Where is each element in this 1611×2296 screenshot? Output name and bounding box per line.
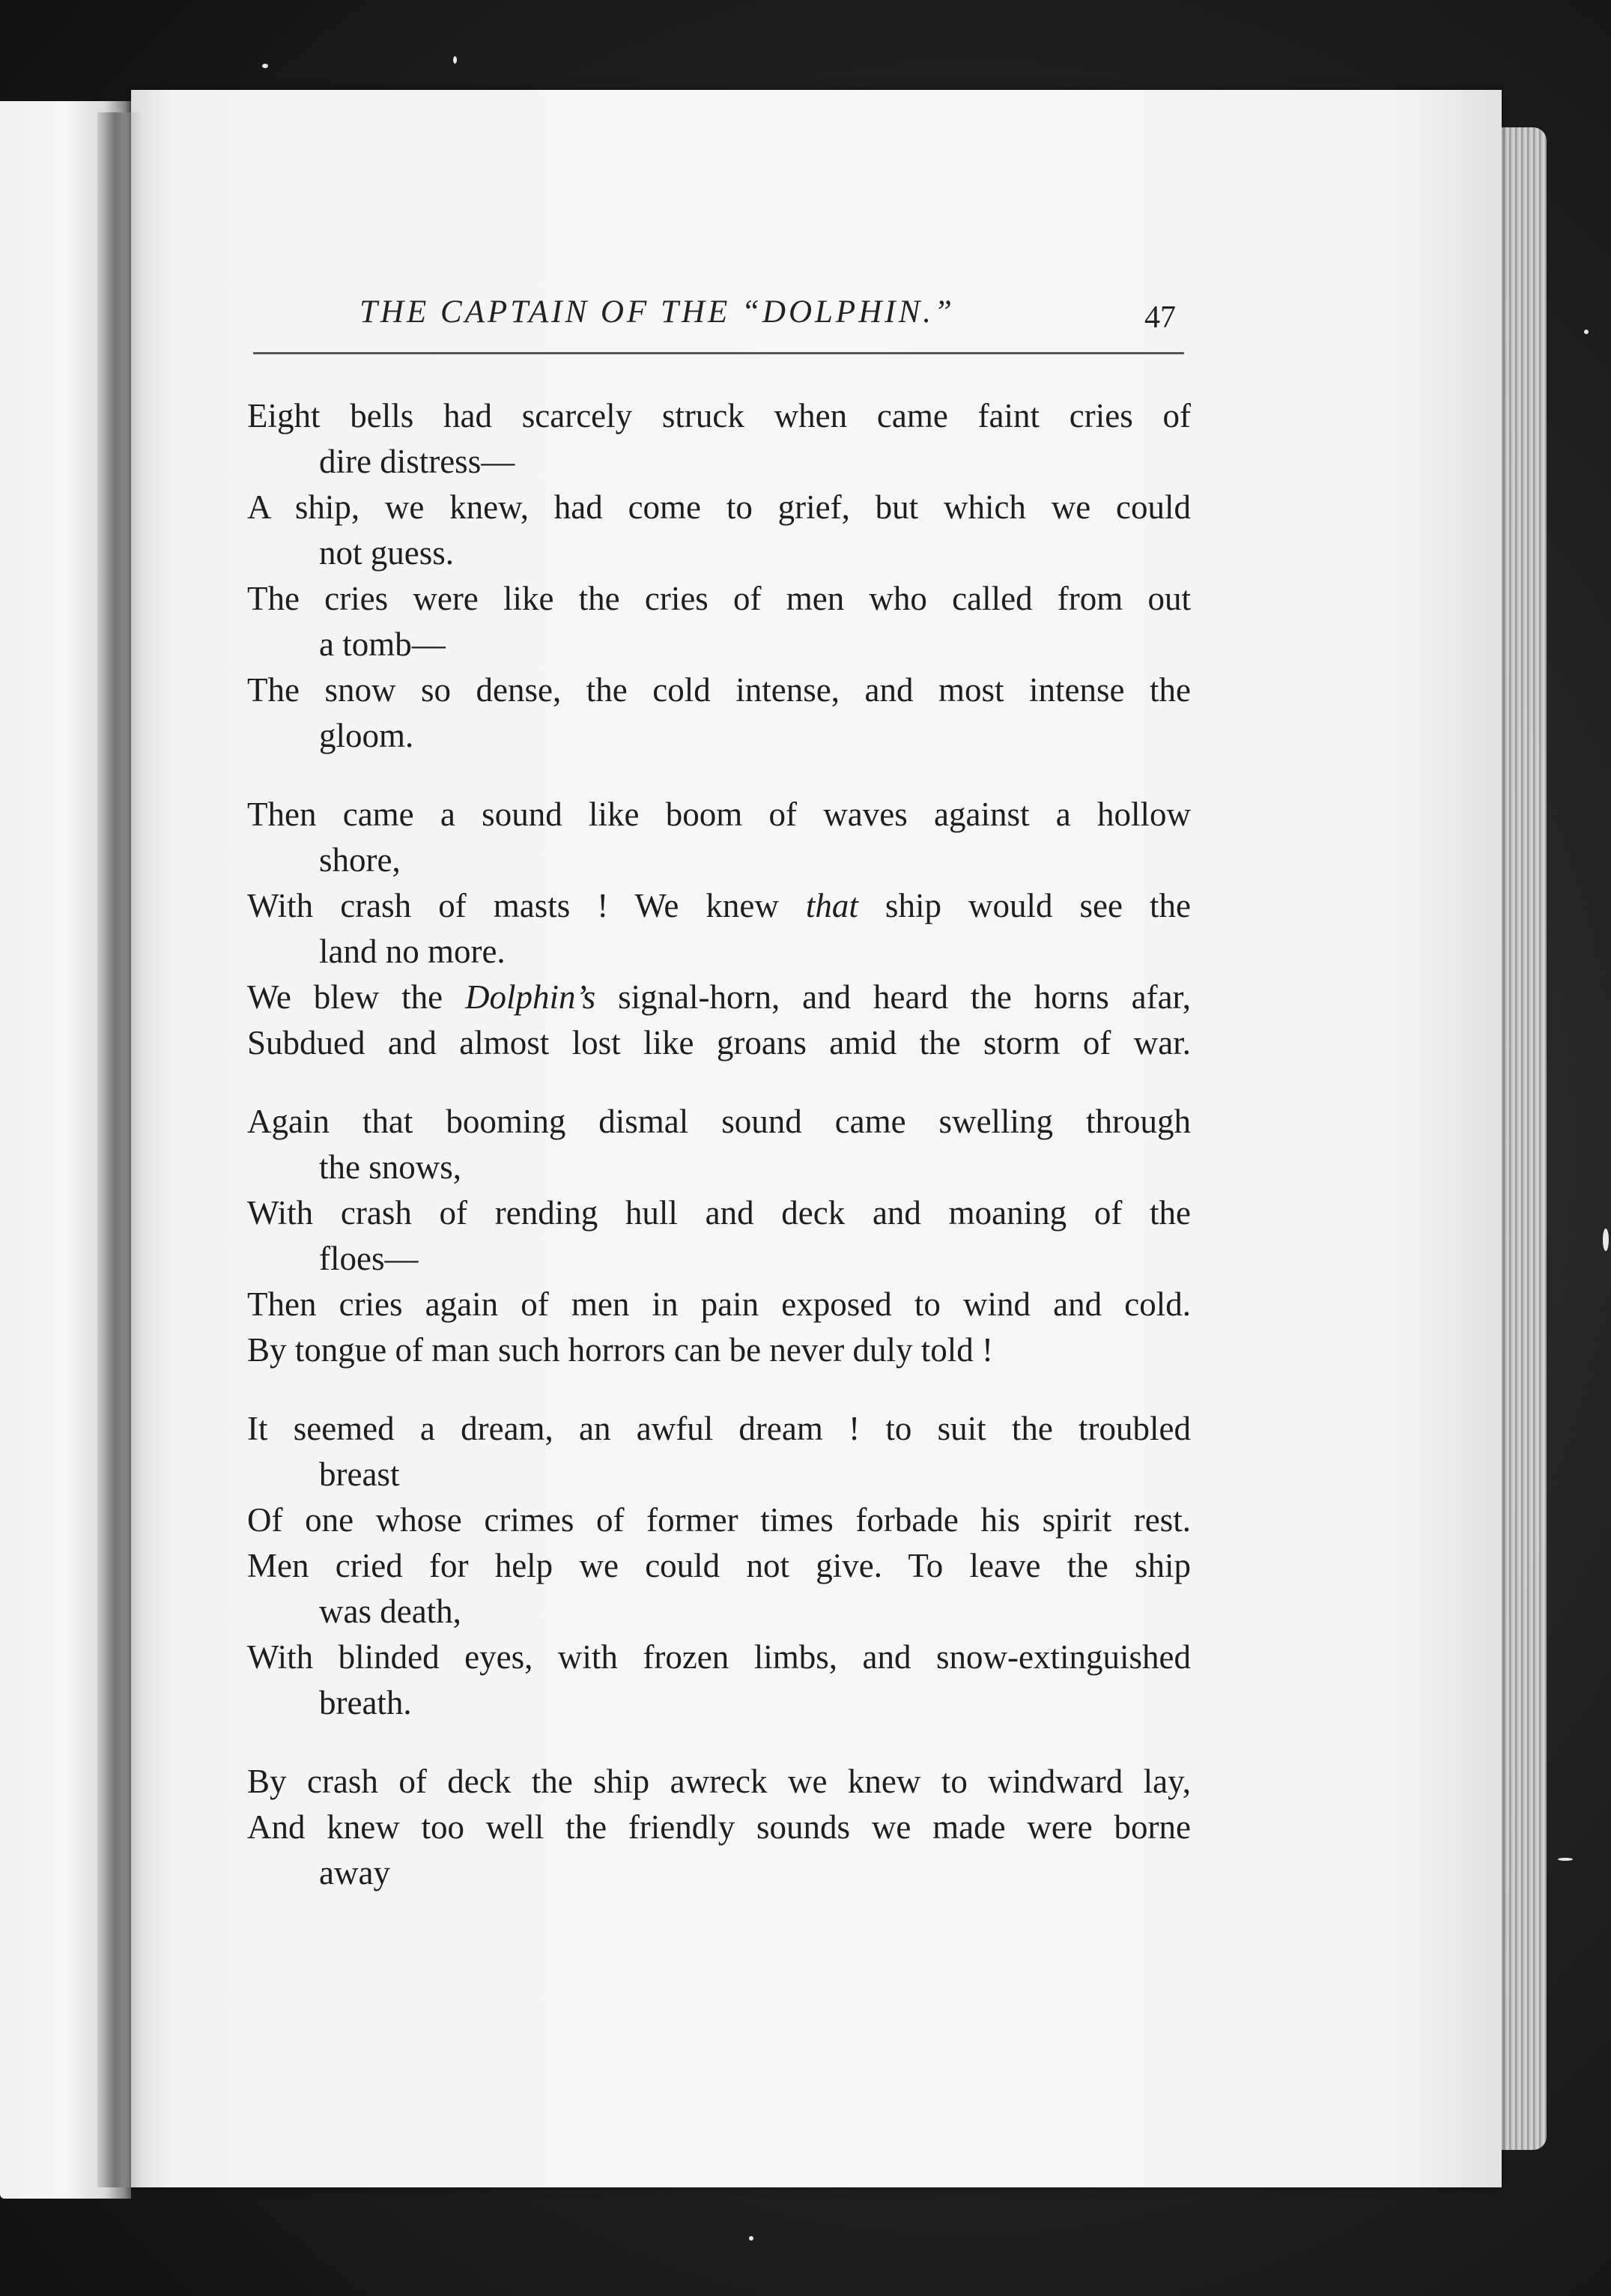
verse-line: By crash of deck the ship awreck we knew to windward lay, <box>247 1763 1191 1800</box>
verse-text: signal-horn, and heard the horns afar, <box>595 978 1191 1016</box>
verse-line-first: Men cried for help we could not give. To leave the ship <box>247 1547 1191 1584</box>
verse-line-continuation: a tomb— <box>319 626 446 663</box>
verse-line <box>247 975 1191 1020</box>
verse-line-first: Eight bells had scarcely struck when came faint cries of <box>247 397 1191 434</box>
book-gutter-shadow <box>97 112 142 2187</box>
verse-line-first <box>247 883 1191 929</box>
verse-line <box>247 667 1191 759</box>
verse-line <box>247 393 1191 485</box>
verse-line-first: With blinded eyes, with frozen limbs, and snow-extinguished <box>247 1638 1191 1676</box>
verse-line-continuation: breast <box>319 1456 400 1493</box>
verse-line: By tongue of man such horrors can be never duly told ! <box>247 1331 993 1369</box>
verse-line-first: With crash of rending hull and deck and moaning of the <box>247 1194 1191 1232</box>
verse-line-first: Again that booming dismal sound came swelling through <box>247 1103 1191 1140</box>
verse-line-continuation: the snows, <box>319 1148 461 1186</box>
verse-line <box>247 1635 1191 1726</box>
verse-line-continuation: not guess. <box>319 534 454 572</box>
verse-line <box>247 792 1191 883</box>
verse-line-first: It seemed a dream, an awful dream ! to suit the troubled <box>247 1410 1191 1447</box>
verse-line-continuation: gloom. <box>319 717 414 754</box>
verse-line: Of one whose crimes of former times forbade his spirit rest. <box>247 1501 1191 1539</box>
verse-line-continuation: land no more. <box>319 933 506 970</box>
scan-dust-speck <box>1558 1858 1573 1861</box>
scan-dust-speck <box>749 2236 753 2241</box>
scan-dust-speck <box>453 56 457 64</box>
verse-line-continuation: breath. <box>319 1684 412 1721</box>
verse-line-first: The snow so dense, the cold intense, and most intense the <box>247 671 1191 709</box>
italic-ship-name: Dolphin’s <box>464 978 596 1016</box>
verse-line-continuation: floes— <box>319 1240 419 1277</box>
verse-line <box>247 1406 1191 1497</box>
scan-dust-speck <box>1603 1229 1609 1251</box>
verse-line-continuation: shore, <box>319 841 401 879</box>
stanza <box>247 792 1191 1066</box>
verse-line <box>247 1805 1191 1896</box>
poem-text <box>247 393 1191 1929</box>
header-rule <box>253 352 1184 354</box>
verse-text: With crash of masts ! We knew <box>247 887 806 924</box>
verse-line-first: And knew too well the friendly sounds we made were borne <box>247 1808 1191 1846</box>
page-number: 47 <box>1144 300 1176 335</box>
verse-line <box>247 1543 1191 1635</box>
running-title: THE CAPTAIN OF THE “DOLPHIN.” <box>359 294 955 330</box>
verse-line-first: A ship, we knew, had come to grief, but which we could <box>247 488 1191 526</box>
verse-text: We blew the <box>247 978 465 1016</box>
stanza <box>247 1099 1191 1373</box>
verse-line-first: The cries were like the cries of men who called from out <box>247 580 1191 617</box>
stanza <box>247 393 1191 759</box>
verse-line <box>247 1099 1191 1190</box>
verse-line-first: Then came a sound like boom of waves against a hollow <box>247 796 1191 833</box>
verse-line <box>247 883 1191 975</box>
italic-word: that <box>805 887 858 924</box>
verse-line: Then cries again of men in pain exposed to wind and cold. <box>247 1285 1191 1323</box>
stanza <box>247 1406 1191 1726</box>
verse-line-continuation: was death, <box>319 1593 461 1630</box>
verse-line <box>247 485 1191 576</box>
verse-line <box>247 576 1191 667</box>
scan-dust-speck <box>262 64 268 68</box>
scan-dust-speck <box>1584 330 1589 334</box>
page-stack-edges <box>1494 127 1547 2150</box>
stanza <box>247 1759 1191 1896</box>
verse-line-continuation: away <box>319 1854 390 1891</box>
verse-line <box>247 1190 1191 1282</box>
verse-line: Subdued and almost lost like groans amid the storm of war. <box>247 1024 1191 1061</box>
verse-line-continuation: dire distress— <box>319 443 515 480</box>
verse-text: ship would see the <box>858 887 1191 924</box>
